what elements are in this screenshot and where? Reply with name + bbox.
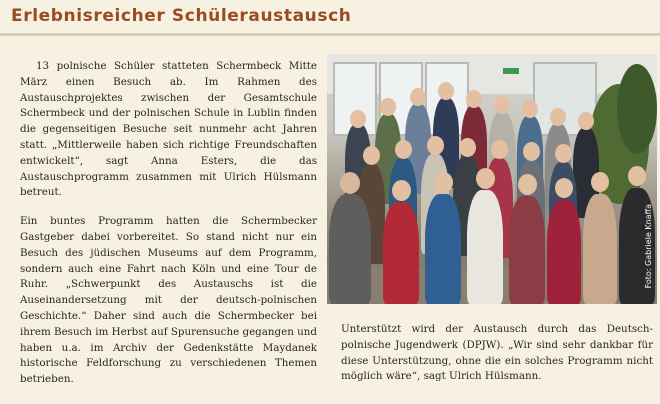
- photo-credit: Foto: Gabriele Knaffa: [644, 204, 653, 289]
- paragraph-intro: 13 polnische Schüler statteten Schermbeck Mitte März einen Besuch ab. Im Rahmen des Austauschprojektes zwischen der Gesamtschule Schermbeck und der polnischen Schule in Lublin finden die gegenseitigen Besuche seit nunmehr acht Jahren statt. „Mittlerweile haben sich richtige Freundschaften entwickelt“, sagt Anna Esters, die das Austauschprogramm zusammen mit Ulrich Hülsmann betreut.: [20, 60, 317, 199]
- article-headline: Erlebnisreicher Schüleraustausch: [11, 6, 352, 26]
- paragraph-program: Ein buntes Programm hatten die Schermbecker Gastgeber dabei vorbereitet. So stand nicht nur ein Besuch des jüdischen Museums auf dem Programm, sondern auch eine Fahrt nach Köln und eine Tour de Ruhr. „Schwerpunkt des Austauschs ist die Auseinandersetzung mit der deutsch-polnischen Geschichte.“ Daher sind auch die Schermbecker bei ihrem Besuch im Herbst auf Spurensuche gegangen und haben u.a. im Archiv der Gedenkstätte Maydanek historische Feldforschung zu verschiedenen Themen betrieben.: [20, 215, 317, 386]
- headline-divider: [0, 33, 660, 36]
- paragraph-support: Unterstützt wird der Austausch durch das Deutsch-polnische Jugendwerk (DPJW). „Wir sind sehr dankbar für diese Unterstützung, ohne die ein solches Programm nicht möglich wäre“, sagt Ulrich Hülsmann.: [341, 323, 653, 383]
- right-text-column: [341, 322, 653, 385]
- left-text-column: [20, 59, 317, 388]
- group-photo: [327, 54, 657, 304]
